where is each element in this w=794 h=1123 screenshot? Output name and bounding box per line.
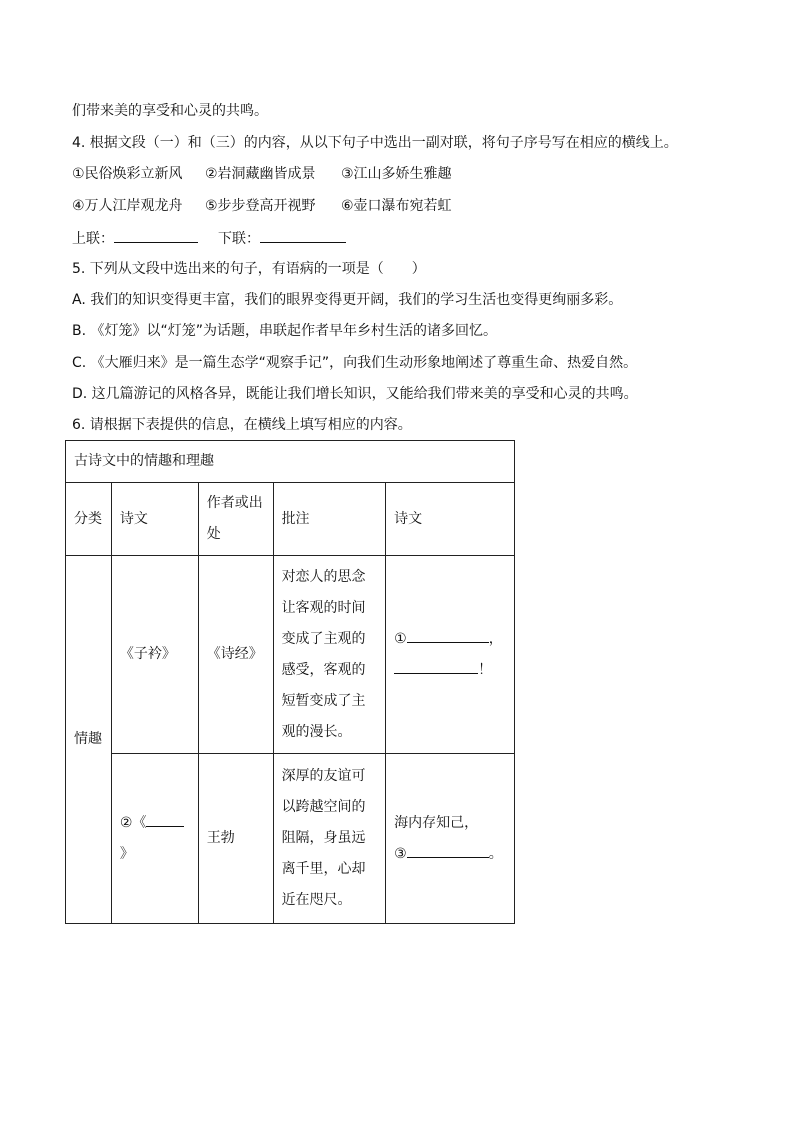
q4-option: ⑥壶口瀑布宛若虹	[341, 198, 452, 214]
upper-label: 上联：	[72, 231, 114, 247]
q4-option: ②岩洞藏幽皆成景	[205, 166, 316, 182]
blank-2[interactable]	[146, 812, 184, 827]
blank-3[interactable]	[407, 843, 489, 858]
row1-verse	[386, 556, 515, 754]
header-source: 作者或出处	[198, 483, 273, 556]
header-category: 分类	[66, 483, 112, 556]
intro-text: 们带来美的享受和心灵的共鸣。	[72, 103, 268, 119]
verse-end-3: 。	[488, 845, 503, 862]
q4-options-row2	[72, 196, 452, 216]
row1-source: 《诗经》	[198, 556, 273, 754]
verse-line1: 海内存知己，	[394, 814, 479, 831]
q4-option: ⑤步步登高开视野	[205, 198, 316, 214]
upper-blank[interactable]	[114, 228, 198, 243]
lower-blank[interactable]	[260, 228, 346, 243]
q4-option: ③江山多娇生雅趣	[341, 166, 452, 182]
verse-mark-3: ③	[394, 845, 407, 862]
poem-mark-2: ②《	[119, 814, 147, 831]
blank-1b[interactable]	[394, 659, 478, 674]
verse-mark-1: ①	[394, 630, 407, 647]
q4-option: ①民俗焕彩立新风	[72, 166, 183, 182]
lower-label: 下联：	[218, 231, 260, 247]
table-title: 古诗文中的情趣和理趣	[66, 441, 515, 483]
row2-verse	[386, 754, 515, 924]
header-poem: 诗文	[111, 483, 198, 556]
blank-1a[interactable]	[407, 628, 489, 643]
q5-option-d: D. 这几篇游记的风格各异，既能让我们增长知识，又能给我们带来美的享受和心灵的共鸣。	[72, 386, 638, 402]
poetry-table	[65, 440, 515, 924]
q6-stem: 6. 请根据下表提供的信息，在横线上填写相应的内容。	[72, 417, 412, 433]
header-note: 批注	[273, 483, 386, 556]
row2-note: 深厚的友谊可以跨越空间的阻隔，身虽远离千里，心却近在咫尺。	[273, 754, 386, 924]
q4-option: ④万人江岸观龙舟	[72, 198, 183, 214]
category-cell: 情趣	[66, 556, 112, 924]
q5-stem: 5. 下列从文段中选出来的句子，有语病的一项是（ ）	[72, 261, 426, 277]
row2-source: 王勃	[198, 754, 273, 924]
row1-note: 对恋人的思念让客观的时间变成了主观的感受，客观的短暂变成了主观的漫长。	[273, 556, 386, 754]
row1-poem: 《子衿》	[111, 556, 198, 754]
verse-comma: ，	[488, 630, 503, 647]
poem-close-2: 》	[119, 845, 134, 862]
row2-poem	[111, 754, 198, 924]
q4-stem: 4. 根据文段（一）和（三）的内容，从以下句子中选出一副对联，将句子序号写在相应的横线上。	[72, 135, 678, 151]
q4-answer-line	[72, 228, 346, 249]
verse-end: ！	[478, 661, 493, 678]
q5-option-b: B. 《灯笼》以“灯笼”为话题，串联起作者早年乡村生活的诸多回忆。	[72, 323, 498, 339]
q5-option-c: C. 《大雁归来》是一篇生态学“观察手记”，向我们生动形象地阐述了尊重生命、热爱自然。	[72, 355, 638, 371]
q5-option-a: A. 我们的知识变得更丰富，我们的眼界变得更开阔，我们的学习生活也变得更绚丽多彩。	[72, 292, 623, 308]
header-verse: 诗文	[386, 483, 515, 556]
q4-options-row1	[72, 164, 452, 184]
